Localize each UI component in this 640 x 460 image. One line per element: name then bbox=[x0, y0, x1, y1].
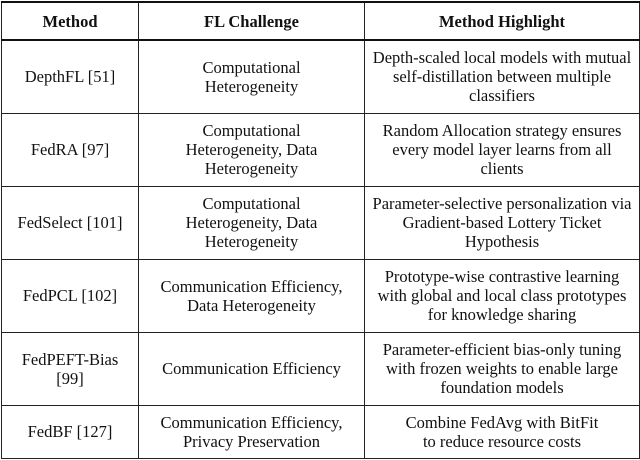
highlight-cell: Depth-scaled local models with mutual self-distillation between multiple classifiers bbox=[365, 40, 640, 113]
method-cell: FedPCL [102] bbox=[2, 259, 139, 332]
method-cell: FedRA [97] bbox=[2, 113, 139, 186]
highlight-cell: Parameter-selective personalization via Gradient-based Lottery Ticket Hypothesis bbox=[365, 186, 640, 259]
method-cell: FedSelect [101] bbox=[2, 186, 139, 259]
challenge-cell: Computational Heterogeneity, Data Heterogeneity bbox=[139, 113, 365, 186]
challenge-cell: Computational Heterogeneity bbox=[139, 40, 365, 113]
method-cell: FedPEFT-Bias [99] bbox=[2, 332, 139, 405]
table-row bbox=[2, 186, 640, 259]
table-row bbox=[2, 259, 640, 332]
header-fl-challenge: FL Challenge bbox=[139, 2, 365, 40]
method-cell: DepthFL [51] bbox=[2, 40, 139, 113]
challenge-cell: Communication Efficiency, Privacy Preservation bbox=[139, 405, 365, 458]
challenge-cell: Communication Efficiency bbox=[139, 332, 365, 405]
methods-table bbox=[1, 1, 640, 459]
challenge-cell: Communication Efficiency, Data Heterogeneity bbox=[139, 259, 365, 332]
table-header-row bbox=[2, 2, 640, 40]
table-row bbox=[2, 405, 640, 458]
highlight-cell: Prototype-wise contrastive learning with global and local class prototypes for knowledge sharing bbox=[365, 259, 640, 332]
highlight-cell: Combine FedAvg with BitFit to reduce resource costs bbox=[365, 405, 640, 458]
table-row bbox=[2, 332, 640, 405]
highlight-cell: Parameter-efficient bias-only tuning with frozen weights to enable large foundation models bbox=[365, 332, 640, 405]
table-row bbox=[2, 113, 640, 186]
header-method-highlight: Method Highlight bbox=[365, 2, 640, 40]
table-row bbox=[2, 40, 640, 113]
header-method: Method bbox=[2, 2, 139, 40]
highlight-cell: Random Allocation strategy ensures every model layer learns from all clients bbox=[365, 113, 640, 186]
challenge-cell: Computational Heterogeneity, Data Heterogeneity bbox=[139, 186, 365, 259]
method-cell: FedBF [127] bbox=[2, 405, 139, 458]
